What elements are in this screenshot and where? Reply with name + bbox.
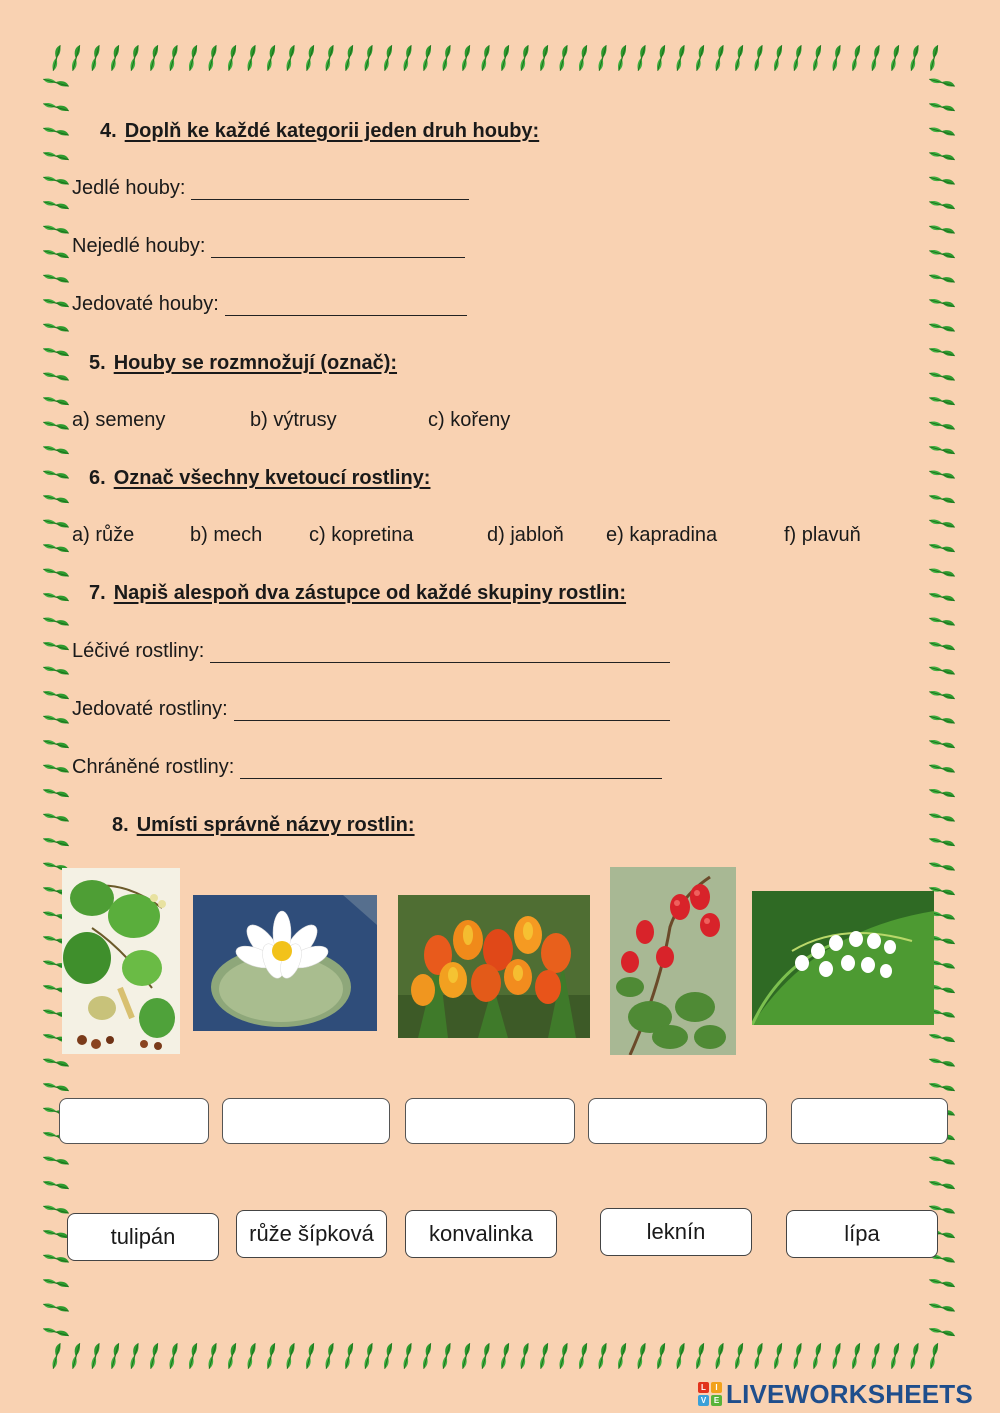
q7-line-medicinal xyxy=(72,640,670,663)
q4-heading xyxy=(100,120,539,143)
q7-label-poisonous: Jedovaté rostliny: xyxy=(72,698,228,720)
lily-of-the-valley-photo xyxy=(752,891,934,1025)
q4-line-edible xyxy=(72,177,469,200)
q8-heading xyxy=(112,814,415,837)
linden-illustration xyxy=(62,868,180,1054)
q6-option-f[interactable]: f) plavuň xyxy=(784,524,861,546)
q5-option-b[interactable]: b) výtrusy xyxy=(250,409,337,431)
answer-box-2[interactable] xyxy=(222,1098,390,1144)
word-linden[interactable]: lípa xyxy=(786,1210,938,1258)
tulips-photo xyxy=(398,895,590,1038)
q7-blank-medicinal[interactable] xyxy=(210,644,670,663)
q7-line-protected xyxy=(72,756,662,779)
q6-number: 6. xyxy=(89,467,106,489)
q5-title: Houby se rozmnožují (označ): xyxy=(113,352,398,374)
q4-number: 4. xyxy=(100,120,117,142)
q4-line-poisonous xyxy=(72,293,467,316)
q4-blank-poisonous[interactable] xyxy=(225,297,467,316)
q8-number: 8. xyxy=(112,814,129,836)
q6-option-b[interactable]: b) mech xyxy=(190,524,263,546)
logo-mark-icon: L I V E xyxy=(698,1382,722,1406)
q7-heading xyxy=(89,582,626,605)
answer-box-4[interactable] xyxy=(588,1098,767,1144)
water-lily-photo xyxy=(193,895,377,1031)
q6-option-d[interactable]: d) jabloň xyxy=(487,524,564,546)
q5-option-a[interactable]: a) semeny xyxy=(72,409,166,431)
q7-line-poisonous xyxy=(72,698,670,721)
answer-box-5[interactable] xyxy=(791,1098,948,1144)
q6-heading xyxy=(89,467,430,490)
q7-title: Napiš alespoň dva zástupce od každé skupiny rostlin: xyxy=(113,582,627,604)
q6-option-a[interactable]: a) růže xyxy=(72,524,135,546)
q5-number: 5. xyxy=(89,352,106,374)
q6-option-e[interactable]: e) kapradina xyxy=(606,524,718,546)
q4-blank-inedible[interactable] xyxy=(211,239,465,258)
q7-label-protected: Chráněné rostliny: xyxy=(72,756,235,778)
liveworksheets-logo xyxy=(698,1378,973,1410)
q7-blank-poisonous[interactable] xyxy=(234,702,670,721)
q5-heading xyxy=(89,352,397,375)
q4-label-poisonous: Jedovaté houby: xyxy=(72,293,219,315)
q7-number: 7. xyxy=(89,582,106,604)
logo-text: LIVEWORKSHEETS xyxy=(726,1378,973,1409)
q4-title: Doplň ke každé kategorii jeden druh houby: xyxy=(124,120,540,142)
rosehip-photo xyxy=(610,867,736,1055)
q7-label-medicinal: Léčivé rostliny: xyxy=(72,640,205,662)
word-water-lily[interactable]: leknín xyxy=(600,1208,752,1256)
word-rosehip[interactable]: růže šípková xyxy=(236,1210,387,1258)
word-tulip[interactable]: tulipán xyxy=(67,1213,219,1261)
q7-blank-protected[interactable] xyxy=(240,760,662,779)
q4-label-inedible: Nejedlé houby: xyxy=(72,235,206,257)
q6-option-c[interactable]: c) kopretina xyxy=(309,524,414,546)
answer-box-3[interactable] xyxy=(405,1098,575,1144)
answer-box-1[interactable] xyxy=(59,1098,209,1144)
word-lily-of-the-valley[interactable]: konvalinka xyxy=(405,1210,557,1258)
q4-line-inedible xyxy=(72,235,465,258)
q4-blank-edible[interactable] xyxy=(191,181,469,200)
q4-label-edible: Jedlé houby: xyxy=(72,177,186,199)
q6-title: Označ všechny kvetoucí rostliny: xyxy=(113,467,431,489)
q8-title: Umísti správně názvy rostlin: xyxy=(136,814,415,836)
q5-option-c[interactable]: c) kořeny xyxy=(428,409,511,431)
